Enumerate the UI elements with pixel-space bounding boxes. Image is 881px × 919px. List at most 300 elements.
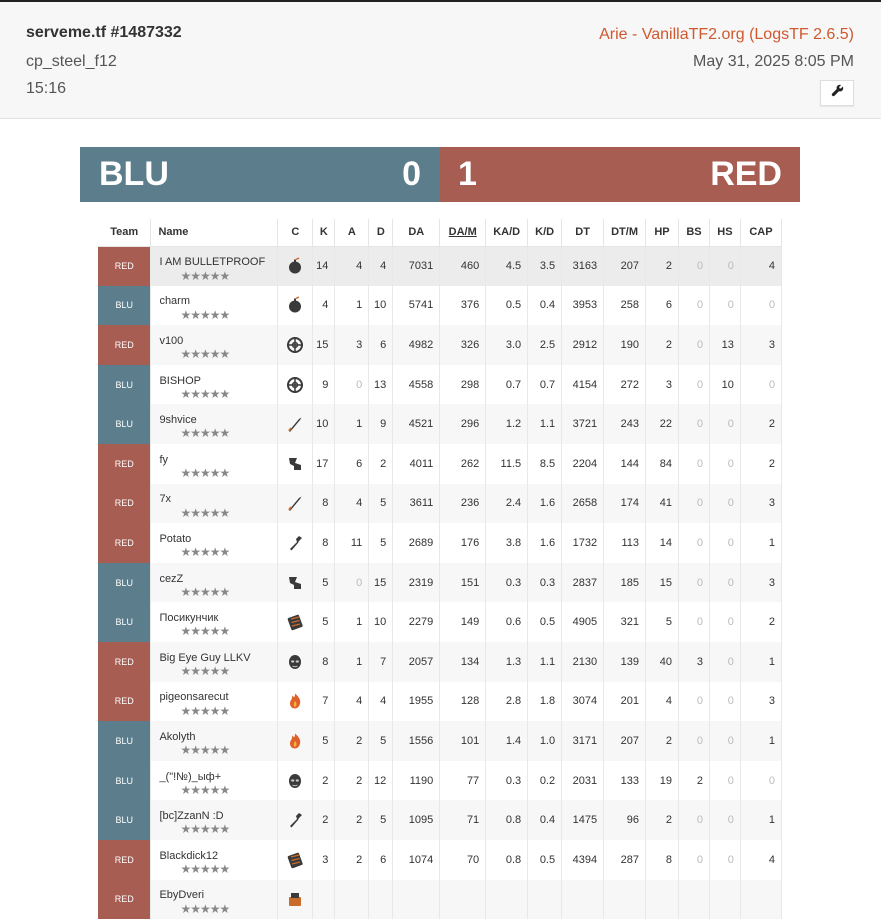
stat-dam: 70 (440, 840, 486, 880)
stat-hs: 0 (709, 800, 740, 840)
wrench-icon (831, 84, 844, 102)
player-name[interactable]: I AM BULLETPROOF (159, 256, 277, 268)
column-header-kd[interactable]: K/D (528, 219, 562, 246)
stat-dt: 3171 (562, 721, 604, 761)
stat-da: 4521 (393, 404, 440, 444)
stat-da: 4558 (393, 365, 440, 405)
stat-hs: 0 (709, 602, 740, 642)
stat-d: 6 (369, 840, 393, 880)
stat-dt: 2658 (562, 484, 604, 524)
stat-kd: 1.6 (528, 484, 562, 524)
class-cell (278, 484, 313, 524)
column-header-dt[interactable]: DT (562, 219, 604, 246)
column-header-dtm[interactable]: DT/M (604, 219, 646, 246)
stat-a: 1 (335, 602, 369, 642)
player-row[interactable] (98, 365, 782, 405)
stat-dt: 4394 (562, 840, 604, 880)
player-row[interactable] (98, 286, 782, 326)
stat-dt: 3721 (562, 404, 604, 444)
stat-d: 5 (369, 800, 393, 840)
team-badge: RED (98, 880, 151, 919)
stat-cap: 1 (740, 721, 781, 761)
stat-cap: 2 (740, 444, 781, 484)
player-name[interactable]: BISHOP (159, 375, 277, 387)
stat-kd: 1.1 (528, 642, 562, 682)
red-team-name: RED (710, 155, 782, 194)
stat-da: 2279 (393, 602, 440, 642)
class-cell (278, 246, 313, 286)
stat-cap: 0 (740, 365, 781, 405)
column-header-bs[interactable]: BS (678, 219, 709, 246)
player-name[interactable]: Akolyth (159, 731, 277, 743)
player-rating-stars[interactable]: ★★★★★ (180, 348, 229, 360)
medic-class-icon (286, 890, 304, 908)
player-name-cell[interactable] (151, 880, 278, 919)
engineer-class-icon (286, 811, 304, 829)
player-name[interactable]: Blackdick12 (159, 850, 277, 862)
column-header-hs[interactable]: HS (709, 219, 740, 246)
stat-hp: 2 (646, 246, 679, 286)
stat-d: 4 (369, 682, 393, 722)
stat-dtm: 185 (604, 563, 646, 603)
player-rating-stars[interactable]: ★★★★★ (180, 863, 229, 875)
stat-dtm: 272 (604, 365, 646, 405)
stat-kad: 0.8 (486, 800, 528, 840)
player-stats-table-container (98, 219, 782, 899)
stat-hs: 0 (709, 721, 740, 761)
stat-a: 6 (335, 444, 369, 484)
player-name-cell[interactable] (151, 563, 278, 603)
stat-dtm (604, 880, 646, 919)
stat-kad (486, 880, 528, 919)
stat-d: 13 (369, 365, 393, 405)
stat-bs: 0 (678, 682, 709, 722)
stat-dam: 296 (440, 404, 486, 444)
stat-dt: 4905 (562, 602, 604, 642)
pyro-class-icon (286, 692, 304, 710)
stat-cap: 3 (740, 325, 781, 365)
player-name-cell[interactable] (151, 404, 278, 444)
stat-dam: 71 (440, 800, 486, 840)
player-name-cell[interactable] (151, 840, 278, 880)
stat-d: 5 (369, 484, 393, 524)
player-rating-stars[interactable]: ★★★★★ (180, 309, 229, 321)
player-name-cell[interactable] (151, 602, 278, 642)
demoman-class-icon (286, 257, 304, 275)
player-rating-stars[interactable]: ★★★★★ (180, 665, 229, 677)
stat-bs: 0 (678, 563, 709, 603)
soldier-class-icon (286, 494, 304, 512)
player-name[interactable]: v100 (159, 335, 277, 347)
class-cell (278, 761, 313, 801)
stat-da: 4982 (393, 325, 440, 365)
player-row[interactable] (98, 325, 782, 365)
player-rating-stars[interactable]: ★★★★★ (180, 270, 229, 282)
stat-kd: 1.6 (528, 523, 562, 563)
stat-a: 4 (335, 484, 369, 524)
stat-kd: 0.5 (528, 602, 562, 642)
stat-kd: 0.3 (528, 563, 562, 603)
stat-kad: 0.3 (486, 563, 528, 603)
stat-dtm: 201 (604, 682, 646, 722)
stat-k: 8 (313, 523, 335, 563)
stat-kd (528, 880, 562, 919)
player-row[interactable] (98, 880, 782, 919)
player-name-cell[interactable] (151, 325, 278, 365)
stat-da: 1074 (393, 840, 440, 880)
stat-bs: 0 (678, 444, 709, 484)
player-name-cell[interactable] (151, 682, 278, 722)
stat-kd: 1.8 (528, 682, 562, 722)
red-score-panel (440, 147, 800, 202)
stat-hp: 5 (646, 602, 679, 642)
stat-kad: 0.6 (486, 602, 528, 642)
team-badge: BLU (98, 286, 151, 326)
stat-dam: 298 (440, 365, 486, 405)
uploader-link[interactable]: Arie - VanillaTF2.org (LogsTF 2.6.5) (599, 26, 854, 44)
stat-k: 5 (313, 721, 335, 761)
stat-dt: 4154 (562, 365, 604, 405)
table-header-row (98, 219, 782, 246)
player-rating-stars[interactable]: ★★★★★ (180, 388, 229, 400)
player-row[interactable] (98, 761, 782, 801)
stat-kad: 1.2 (486, 404, 528, 444)
player-name[interactable]: 9shvice (159, 414, 277, 426)
stat-dt: 3953 (562, 286, 604, 326)
stat-bs: 0 (678, 800, 709, 840)
stat-a: 4 (335, 682, 369, 722)
column-header-team[interactable]: Team (98, 219, 151, 246)
stat-da: 1556 (393, 721, 440, 761)
team-badge: BLU (98, 721, 151, 761)
player-row[interactable] (98, 563, 782, 603)
team-badge: BLU (98, 563, 151, 603)
player-rating-stars[interactable]: ★★★★★ (180, 586, 229, 598)
stat-d: 4 (369, 246, 393, 286)
stat-dam: 149 (440, 602, 486, 642)
team-badge: BLU (98, 365, 151, 405)
column-header-cap[interactable]: CAP (740, 219, 781, 246)
player-name-cell[interactable] (151, 484, 278, 524)
team-badge: BLU (98, 404, 151, 444)
player-name[interactable]: 7x (159, 493, 277, 505)
stat-dam: 326 (440, 325, 486, 365)
stat-hp: 41 (646, 484, 679, 524)
player-row[interactable] (98, 840, 782, 880)
stat-cap: 2 (740, 602, 781, 642)
class-cell (278, 682, 313, 722)
team-badge: RED (98, 246, 151, 286)
stat-hs: 10 (709, 365, 740, 405)
player-name-cell[interactable] (151, 642, 278, 682)
stat-k: 5 (313, 563, 335, 603)
player-name-cell[interactable] (151, 800, 278, 840)
stat-hp: 84 (646, 444, 679, 484)
sniper-class-icon (286, 336, 304, 354)
stat-cap: 3 (740, 563, 781, 603)
stat-dt: 2204 (562, 444, 604, 484)
player-rating-stars[interactable]: ★★★★★ (180, 546, 229, 558)
column-header-dam[interactable]: DA/M (440, 219, 486, 246)
stat-a: 1 (335, 642, 369, 682)
stat-d: 9 (369, 404, 393, 444)
stat-dtm: 174 (604, 484, 646, 524)
stat-da: 4011 (393, 444, 440, 484)
stat-hs: 0 (709, 523, 740, 563)
stat-kad: 1.3 (486, 642, 528, 682)
stat-kd: 0.2 (528, 761, 562, 801)
player-name[interactable]: [bc]ZzanN :D (159, 810, 277, 822)
stat-da: 1190 (393, 761, 440, 801)
stat-bs: 0 (678, 721, 709, 761)
player-name[interactable]: Big Eye Guy LLKV (159, 652, 277, 664)
class-cell (278, 365, 313, 405)
class-cell (278, 563, 313, 603)
player-row[interactable] (98, 602, 782, 642)
stat-dam: 128 (440, 682, 486, 722)
player-rating-stars[interactable]: ★★★★★ (180, 467, 229, 479)
spy-class-icon (286, 653, 304, 671)
blu-team-score: 0 (402, 155, 421, 194)
stat-dtm: 133 (604, 761, 646, 801)
player-name[interactable]: pigeonsarecut (159, 691, 277, 703)
stat-dt: 3074 (562, 682, 604, 722)
stat-dtm: 321 (604, 602, 646, 642)
stat-dam: 151 (440, 563, 486, 603)
player-row[interactable] (98, 642, 782, 682)
stat-k: 10 (313, 404, 335, 444)
stat-dt: 3163 (562, 246, 604, 286)
scout-class-icon (286, 455, 304, 473)
column-header-da[interactable]: DA (393, 219, 440, 246)
class-cell (278, 404, 313, 444)
stat-k: 3 (313, 840, 335, 880)
stat-hp: 40 (646, 642, 679, 682)
stat-k: 14 (313, 246, 335, 286)
log-header (0, 0, 881, 119)
player-rating-stars[interactable]: ★★★★★ (180, 705, 229, 717)
sniper-class-icon (286, 376, 304, 394)
player-row[interactable] (98, 721, 782, 761)
stat-hs: 0 (709, 286, 740, 326)
player-name[interactable]: EbyDveri (159, 889, 277, 901)
column-header-kad[interactable]: KA/D (486, 219, 528, 246)
stat-dam: 176 (440, 523, 486, 563)
stat-hs: 0 (709, 642, 740, 682)
stat-da: 3611 (393, 484, 440, 524)
stat-a: 3 (335, 325, 369, 365)
team-badge: RED (98, 523, 151, 563)
stat-hp: 15 (646, 563, 679, 603)
stat-dtm: 96 (604, 800, 646, 840)
stat-hp (646, 880, 679, 919)
team-badge: BLU (98, 602, 151, 642)
stat-da: 1955 (393, 682, 440, 722)
stat-hp: 22 (646, 404, 679, 444)
team-badge: RED (98, 484, 151, 524)
player-row[interactable] (98, 800, 782, 840)
stat-dtm: 113 (604, 523, 646, 563)
stat-d: 15 (369, 563, 393, 603)
blu-team-name: BLU (99, 155, 169, 194)
stat-kd: 1.1 (528, 404, 562, 444)
player-row[interactable] (98, 444, 782, 484)
stat-d: 2 (369, 444, 393, 484)
player-stats-table (98, 219, 782, 919)
stat-cap: 1 (740, 800, 781, 840)
stat-bs: 0 (678, 523, 709, 563)
stat-bs (678, 880, 709, 919)
stat-cap: 3 (740, 484, 781, 524)
player-rating-stars[interactable]: ★★★★★ (180, 625, 229, 637)
class-cell (278, 602, 313, 642)
column-header-name[interactable]: Name (151, 219, 278, 246)
player-name[interactable]: charm (159, 295, 277, 307)
stat-k: 4 (313, 286, 335, 326)
stat-bs: 0 (678, 365, 709, 405)
team-badge: BLU (98, 761, 151, 801)
stat-kd: 1.0 (528, 721, 562, 761)
team-badge: RED (98, 325, 151, 365)
stat-a: 2 (335, 761, 369, 801)
class-cell (278, 642, 313, 682)
stat-kad: 1.4 (486, 721, 528, 761)
stat-hs: 0 (709, 682, 740, 722)
player-name-cell[interactable] (151, 444, 278, 484)
player-row[interactable] (98, 523, 782, 563)
player-row[interactable] (98, 246, 782, 286)
stat-da: 7031 (393, 246, 440, 286)
stat-a (335, 880, 369, 919)
stat-bs: 0 (678, 840, 709, 880)
class-cell (278, 840, 313, 880)
stat-da: 2057 (393, 642, 440, 682)
stat-dam: 134 (440, 642, 486, 682)
stat-dam: 262 (440, 444, 486, 484)
team-badge: RED (98, 682, 151, 722)
stat-a: 0 (335, 563, 369, 603)
stat-da (393, 880, 440, 919)
player-rating-stars[interactable]: ★★★★★ (180, 903, 229, 915)
player-row[interactable] (98, 404, 782, 444)
stat-kd: 0.4 (528, 286, 562, 326)
class-cell (278, 800, 313, 840)
stat-bs: 0 (678, 602, 709, 642)
stat-bs: 0 (678, 325, 709, 365)
stat-dam: 101 (440, 721, 486, 761)
stat-dtm: 207 (604, 246, 646, 286)
player-name[interactable]: _("!№)_ыф+ (159, 771, 277, 783)
player-name-cell[interactable] (151, 365, 278, 405)
player-row[interactable] (98, 682, 782, 722)
stat-hp: 2 (646, 721, 679, 761)
stat-k: 17 (313, 444, 335, 484)
column-header-a[interactable]: A (335, 219, 369, 246)
table-body (98, 246, 782, 919)
stat-d: 5 (369, 523, 393, 563)
stat-cap: 0 (740, 286, 781, 326)
class-cell (278, 325, 313, 365)
stat-k: 5 (313, 602, 335, 642)
stat-d: 7 (369, 642, 393, 682)
team-badge: RED (98, 840, 151, 880)
stat-bs: 0 (678, 484, 709, 524)
team-badge: RED (98, 444, 151, 484)
player-rating-stars[interactable]: ★★★★★ (180, 507, 229, 519)
stat-k: 8 (313, 642, 335, 682)
player-name-cell[interactable] (151, 721, 278, 761)
heavy-class-icon (286, 851, 304, 869)
stat-a: 11 (335, 523, 369, 563)
stat-a: 1 (335, 404, 369, 444)
player-name[interactable]: fy (159, 454, 277, 466)
stat-dt: 1475 (562, 800, 604, 840)
stat-dam: 376 (440, 286, 486, 326)
stat-dtm: 144 (604, 444, 646, 484)
stat-k: 7 (313, 682, 335, 722)
class-cell (278, 286, 313, 326)
stat-kd: 0.4 (528, 800, 562, 840)
demoman-class-icon (286, 296, 304, 314)
player-name[interactable]: Potato (159, 533, 277, 545)
player-row[interactable] (98, 484, 782, 524)
player-name[interactable]: cezZ (159, 573, 277, 585)
column-header-k[interactable]: K (313, 219, 335, 246)
column-header-hp[interactable]: HP (646, 219, 679, 246)
player-rating-stars[interactable]: ★★★★★ (180, 744, 229, 756)
column-header-d[interactable]: D (369, 219, 393, 246)
stat-da: 1095 (393, 800, 440, 840)
stat-k (313, 880, 335, 919)
player-name-cell[interactable] (151, 761, 278, 801)
stat-d: 10 (369, 602, 393, 642)
player-rating-stars[interactable]: ★★★★★ (180, 427, 229, 439)
stat-dt: 2912 (562, 325, 604, 365)
stat-a: 4 (335, 246, 369, 286)
stat-hp: 4 (646, 682, 679, 722)
blu-score-panel (80, 147, 440, 202)
stat-hs: 0 (709, 840, 740, 880)
tools-button[interactable] (820, 80, 854, 106)
stat-d: 6 (369, 325, 393, 365)
stat-a: 2 (335, 721, 369, 761)
stat-hp: 2 (646, 325, 679, 365)
stat-kad: 3.8 (486, 523, 528, 563)
player-name-cell[interactable] (151, 523, 278, 563)
stat-dtm: 243 (604, 404, 646, 444)
column-header-class[interactable]: C (278, 219, 313, 246)
stat-kad: 3.0 (486, 325, 528, 365)
stat-hs: 0 (709, 404, 740, 444)
stat-hs: 0 (709, 246, 740, 286)
stat-dam (440, 880, 486, 919)
player-name-cell[interactable] (151, 246, 278, 286)
stat-cap: 0 (740, 761, 781, 801)
team-badge: BLU (98, 800, 151, 840)
stat-k: 2 (313, 800, 335, 840)
stat-kd: 2.5 (528, 325, 562, 365)
match-duration: 15:16 (26, 80, 66, 98)
stat-kad: 4.5 (486, 246, 528, 286)
stat-kd: 0.7 (528, 365, 562, 405)
stat-d: 12 (369, 761, 393, 801)
player-name-cell[interactable] (151, 286, 278, 326)
stat-kad: 0.8 (486, 840, 528, 880)
player-rating-stars[interactable]: ★★★★★ (180, 823, 229, 835)
stat-hp: 19 (646, 761, 679, 801)
player-rating-stars[interactable]: ★★★★★ (180, 784, 229, 796)
player-name[interactable]: Посикунчик (159, 612, 277, 624)
